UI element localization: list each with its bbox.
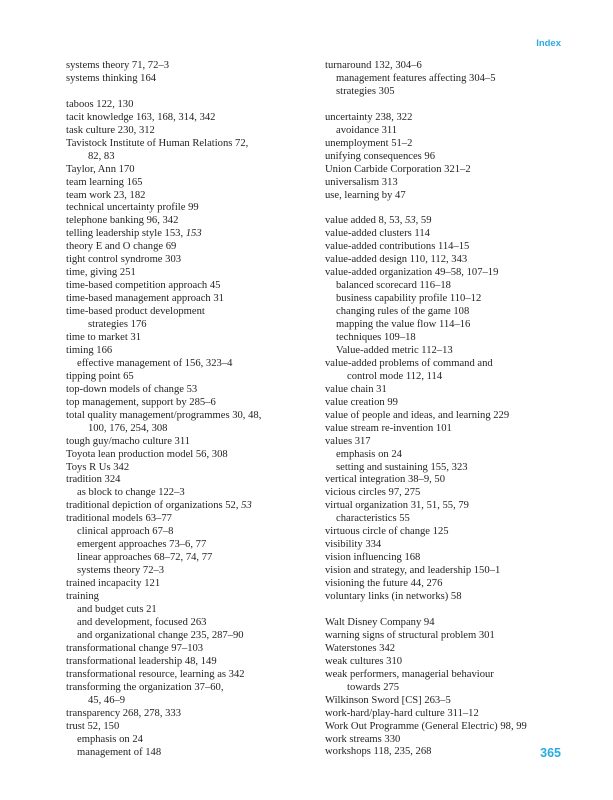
index-subentry: strategies 305: [336, 85, 395, 97]
index-entry: time, giving 251: [66, 267, 136, 279]
index-entry: tough guy/macho culture 311: [66, 435, 191, 447]
index-entry: value-added contributions 114–15: [325, 241, 470, 253]
entry-gap: [66, 86, 316, 99]
index-subentry: business capability profile 110–12: [336, 293, 482, 305]
index-entry: work-hard/play-hard culture 311–12: [325, 707, 479, 719]
index-entry: 82, 83: [88, 150, 115, 162]
index-entry: virtual organization 31, 51, 55, 79: [325, 500, 469, 512]
page-number: 365: [540, 746, 561, 760]
index-entry: training: [66, 591, 99, 603]
index-entry: value of people and ideas, and learning 229: [325, 409, 510, 421]
index-entry: transparency 268, 278, 333: [66, 707, 182, 719]
index-entry: workshops 118, 235, 268: [325, 746, 432, 758]
index-subentry: and development, focused 263: [77, 616, 207, 628]
index-entry: trained incapacity 121: [66, 578, 161, 590]
index-entry: universalism 313: [325, 176, 398, 188]
index-entry: voluntary links (in networks) 58: [325, 591, 462, 603]
index-entry: time-based product development: [66, 306, 205, 318]
index-entry: value added 8, 53, 53, 59: [325, 215, 432, 227]
index-subentry: linear approaches 68–72, 74, 77: [77, 552, 213, 564]
index-subentry: balanced scorecard 116–18: [336, 280, 451, 292]
index-subentry: systems theory 72–3: [77, 565, 165, 577]
index-entry: Walt Disney Company 94: [325, 616, 435, 628]
index-entry: Taylor, Ann 170: [66, 163, 135, 175]
index-entry: Toyota lean production model 56, 308: [66, 448, 228, 460]
index-entry: vision and strategy, and leadership 150–1: [325, 565, 501, 577]
index-subentry: effective management of 156, 323–4: [77, 357, 233, 369]
index-entry: top management, support by 285–6: [66, 396, 216, 408]
entry-gap: [325, 202, 575, 215]
index-subentry: techniques 109–18: [336, 331, 416, 343]
index-subentry: emphasis on 24: [336, 448, 402, 460]
entry-gap: [325, 99, 575, 112]
index-entry: tight control syndrome 303: [66, 254, 182, 266]
index-entry: Union Carbide Corporation 321–2: [325, 163, 471, 175]
index-entry: time to market 31: [66, 332, 142, 343]
index-entry: Work Out Programme (General Electric) 98, 99: [325, 720, 527, 732]
index-entry: team work 23, 182: [66, 189, 146, 201]
index-entry: transforming the organization 37–60,: [66, 681, 224, 693]
index-entry: unemployment 51–2: [325, 137, 413, 149]
index-entry: value stream re-invention 101: [325, 422, 452, 434]
index-entry: traditional depiction of organizations 52, 53: [66, 500, 252, 512]
index-entry: uncertainty 238, 322: [325, 111, 413, 123]
index-entry: weak cultures 310: [325, 655, 403, 667]
index-column-left: [66, 60, 316, 759]
index-entry: transformational resource, learning as 342: [66, 668, 245, 680]
index-entry: systems theory 71, 72–3: [66, 60, 169, 71]
index-subentry: as block to change 122–3: [77, 487, 185, 499]
index-entry: total quality management/programmes 30, 48,: [66, 409, 262, 421]
index-entry: telephone banking 96, 342: [66, 215, 179, 227]
index-entry: Waterstones 342: [325, 642, 396, 654]
index-entry: transformational change 97–103: [66, 642, 204, 654]
index-subentry: and organizational change 235, 287–90: [77, 629, 244, 641]
index-entry: values 317: [325, 435, 371, 447]
index-subentry: emergent approaches 73–6, 77: [77, 539, 207, 551]
index-subentry: Value-added metric 112–13: [336, 344, 453, 356]
index-subentry: management features affecting 304–5: [336, 72, 496, 84]
index-subentry: avoidance 311: [336, 124, 398, 136]
index-entry: towards 275: [347, 681, 400, 693]
index-subentry: mapping the value flow 114–16: [336, 319, 471, 331]
index-entry: visioning the future 44, 276: [325, 578, 443, 590]
index-entry: 45, 46–9: [88, 694, 126, 706]
index-entry: Toys R Us 342: [66, 461, 130, 473]
index-entry: 100, 176, 254, 308: [88, 422, 168, 434]
index-entry: team learning 165: [66, 176, 143, 188]
index-column-right: [325, 60, 575, 759]
index-entry: vision influencing 168: [325, 552, 421, 564]
index-entry: top-down models of change 53: [66, 383, 198, 395]
entry-gap: [325, 604, 575, 617]
index-entry: traditional models 63–77: [66, 513, 172, 525]
index-entry: value-added organization 49–58, 107–19: [325, 267, 499, 279]
index-subentry: setting and sustaining 155, 323: [336, 461, 468, 473]
index-entry: vertical integration 38–9, 50: [325, 474, 446, 486]
index-entry: telling leadership style 153, 153: [66, 228, 202, 240]
index-entry: value chain 31: [325, 383, 387, 395]
index-entry: transformational leadership 48, 149: [66, 655, 217, 667]
index-entry: tacit knowledge 163, 168, 314, 342: [66, 111, 216, 123]
index-entry: technical uncertainty profile 99: [66, 202, 199, 214]
index-entry: tradition 324: [66, 474, 121, 486]
index-entry: Wilkinson Sword [CS] 263–5: [325, 694, 451, 706]
index-entry: task culture 230, 312: [66, 124, 155, 136]
running-head-section: Index: [536, 38, 561, 49]
index-entry: timing 166: [66, 344, 113, 356]
index-entry: strategies 176: [88, 319, 147, 331]
index-entry: use, learning by 47: [325, 189, 406, 201]
index-subentry: and budget cuts 21: [77, 604, 157, 616]
index-entry: virtuous circle of change 125: [325, 526, 449, 538]
index-subentry: clinical approach 67–8: [77, 526, 174, 538]
index-entry: warning signs of structural problem 301: [325, 629, 495, 641]
index-subentry: changing rules of the game 108: [336, 306, 470, 318]
index-entry: control mode 112, 114: [347, 370, 443, 382]
index-subentry: emphasis on 24: [77, 733, 143, 745]
index-entry: unifying consequences 96: [325, 150, 436, 162]
index-subentry: management of 148: [77, 746, 162, 758]
index-entry: theory E and O change 69: [66, 241, 177, 253]
index-entry: vicious circles 97, 275: [325, 487, 421, 499]
index-entry: time-based competition approach 45: [66, 280, 221, 292]
index-entry: value-added problems of command and: [325, 357, 493, 369]
index-entry: trust 52, 150: [66, 720, 120, 732]
index-entry: time-based management approach 31: [66, 293, 224, 305]
index-entry: systems thinking 164: [66, 72, 157, 84]
index-subentry: characteristics 55: [336, 513, 410, 525]
index-entry: tipping point 65: [66, 370, 134, 382]
index-entry: value creation 99: [325, 396, 398, 408]
index-entry: Tavistock Institute of Human Relations 72,: [66, 137, 249, 149]
index-entry: visibility 334: [325, 539, 382, 551]
index-entry: taboos 122, 130: [66, 98, 134, 110]
index-entry: value-added clusters 114: [325, 228, 430, 240]
index-entry: turnaround 132, 304–6: [325, 60, 422, 71]
index-entry: value-added design 110, 112, 343: [325, 254, 468, 266]
index-entry: work streams 330: [325, 733, 401, 745]
index-entry: weak performers, managerial behaviour: [325, 668, 494, 680]
